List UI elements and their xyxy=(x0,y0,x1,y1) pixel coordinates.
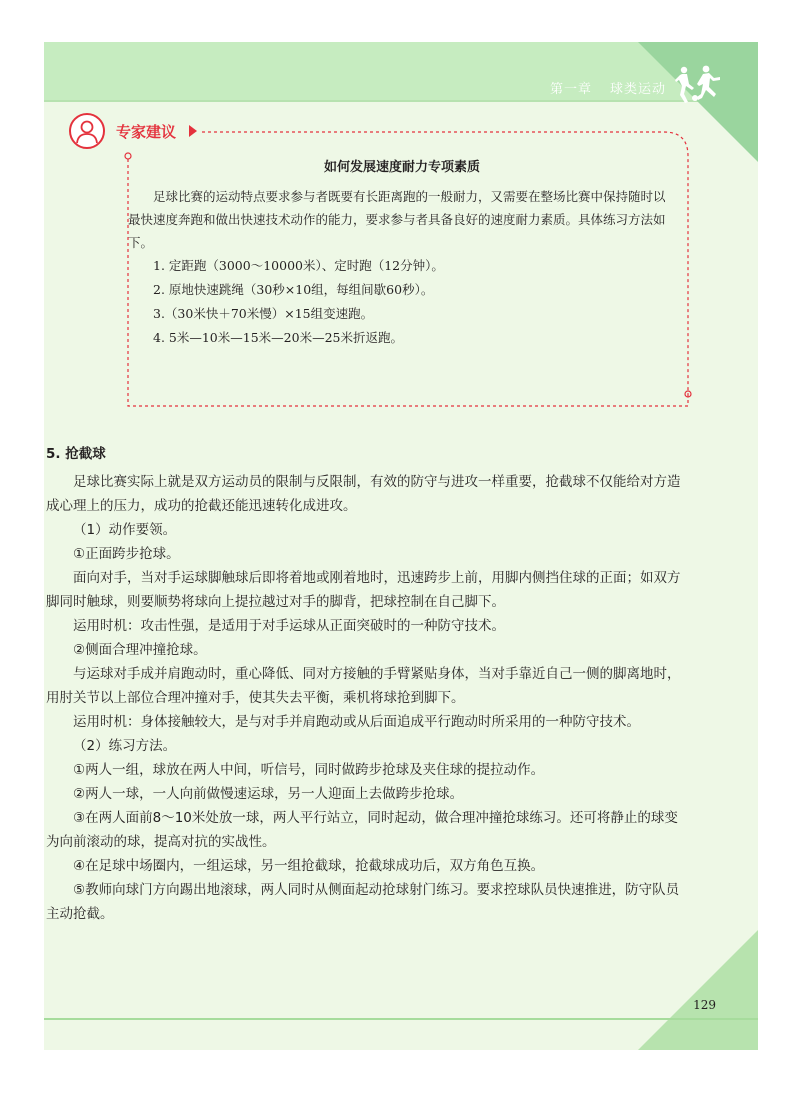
header-rule xyxy=(44,100,734,102)
paragraph: ①正面跨步抢球。 xyxy=(73,546,180,562)
footer-rule xyxy=(44,1018,758,1020)
chapter-title: 球类运动 xyxy=(609,82,666,97)
paragraph: ⑤教师向球门方向踢出地滚球，两人同时从侧面起动抢球射门练习。要求控球队员快速推进，防守队员主动抢截。 xyxy=(46,882,680,922)
expert-item: 4. 5米—10米—15米—20米—25米折返跑。 xyxy=(153,330,403,345)
paragraph: 足球比赛实际上就是双方运动员的限制与反限制，有效的防守与进攻一样重要，抢截球不仅能给对方造成心理上的压力，成功的抢截还能迅速转化成进攻。 xyxy=(46,474,681,514)
paragraph: ②两人一球，一人向前做慢速运球，另一人迎面上去做跨步抢球。 xyxy=(73,786,464,802)
paragraph: （1）动作要领。 xyxy=(73,522,177,538)
expert-list xyxy=(128,254,676,350)
page-number: 129 xyxy=(693,998,716,1012)
chapter-label: 第一章 xyxy=(549,82,592,97)
paragraph: 与运球对手成并肩跑动时，重心降低、同对方接触的手臂紧贴身体，当对手靠近自己一侧的脚离地时，用肘关节以上部位合理冲撞对手，使其失去平衡，乘机将球抢到脚下。 xyxy=(46,666,681,706)
expert-intro: 足球比赛的运动特点要求参与者既要有长距离跑的一般耐力，又需要在整场比赛中保持随时以最快速度奔跑和做出快速技术动作的能力，要求参与者具备良好的速度耐力素质。具体练习方法如下。 xyxy=(128,189,666,250)
paragraph: ②侧面合理冲撞抢球。 xyxy=(73,642,207,658)
paragraph: （2）练习方法。 xyxy=(73,738,177,754)
main-content xyxy=(46,442,690,926)
expert-body xyxy=(128,156,676,350)
footer-corner xyxy=(638,930,758,1050)
paragraph: 面向对手，当对手运球脚触球后即将着地或刚着地时，迅速跨步上前，用脚内侧挡住球的正面；如双方脚同时触球，则要顺势将球向上提拉越过对手的脚背，把球控制在自己脚下。 xyxy=(46,570,681,610)
expert-avatar-icon xyxy=(68,112,106,150)
paragraph: ③在两人面前8～10米处放一球，两人平行站立，同时起动，做合理冲撞抢球练习。还可将静止的球变为向前滚动的球，提高对抗的实战性。 xyxy=(46,810,678,850)
paragraph: 运用时机：身体接触较大，是与对手并肩跑动或从后面追成平行跑动时所采用的一种防守技术。 xyxy=(73,714,640,730)
expert-item: 3.（30米快＋70米慢）×15组变速跑。 xyxy=(153,306,374,321)
expert-arrow-icon xyxy=(189,125,197,137)
expert-label: 专家建议 xyxy=(116,123,177,141)
expert-heading: 如何发展速度耐力专项素质 xyxy=(323,160,480,175)
running-header xyxy=(532,78,666,97)
runners-icon xyxy=(674,64,722,104)
paragraph: 运用时机：攻击性强，是适用于对手运球从正面突破时的一种防守技术。 xyxy=(73,618,505,634)
expert-item: 2. 原地快速跳绳（30秒×10组，每组间歇60秒）。 xyxy=(153,282,434,297)
paragraph: ④在足球中场圈内，一组运球，另一组抢截球，抢截球成功后，双方角色互换。 xyxy=(73,858,545,874)
section-title: 5. 抢截球 xyxy=(46,446,106,462)
paragraph: ①两人一组，球放在两人中间，听信号，同时做跨步抢球及夹住球的提拉动作。 xyxy=(73,762,545,778)
expert-item: 1. 定距跑（3000～10000米）、定时跑（12分钟）。 xyxy=(153,258,444,273)
expert-advice-box xyxy=(68,112,708,410)
